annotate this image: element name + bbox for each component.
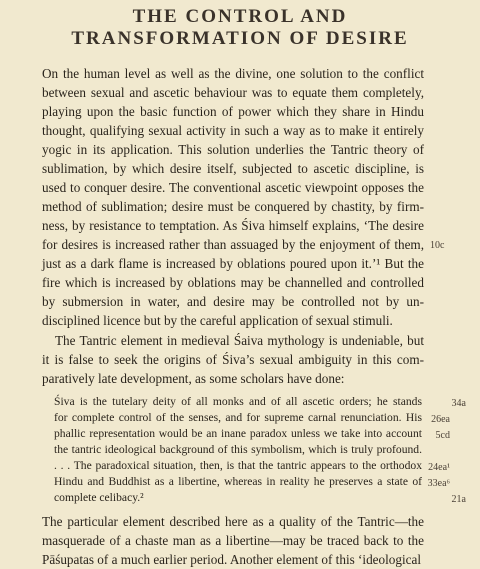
text-line: used to conquer desire. The conventional ascetic viewpoint opposes the <box>42 180 424 195</box>
text-line: thought, qualifying sexual activity in such a way as to make it entirely <box>42 123 424 138</box>
margin-reference: 24ea¹ <box>428 462 450 473</box>
text-line: The particular element described here as a quality of the Tantric—the <box>42 514 424 529</box>
quote-line: phallic representation would be an inane paradox unless we take into account <box>54 427 422 440</box>
text-line: masquerade of a chaste man as a libertine—may be traced back to the <box>42 533 424 548</box>
text-line: On the human level as well as the divine, one solution to the conflict <box>42 66 424 81</box>
margin-reference: 34a <box>451 398 466 409</box>
text-line: The Tantric element in medieval Śaiva mythology is undeniable, but <box>55 333 424 348</box>
text-line: fire which is increased by oblations may be channelled and controlled <box>42 275 424 290</box>
text-line: method of sublimation; desire must be conquered by chastity, by firm- <box>42 199 424 214</box>
margin-reference: 10c <box>430 240 445 251</box>
margin-reference: 21a <box>451 494 466 505</box>
quote-line: . . . The paradoxical situation, then, is that the tantric appears to the orthodox <box>54 459 422 472</box>
margin-reference: 5cd <box>435 430 450 441</box>
chapter-title-line-2: TRANSFORMATION OF DESIRE <box>71 28 409 49</box>
quote-line: complete celibacy.² <box>54 491 144 504</box>
quote-line: Śiva is the tutelary deity of all monks and of all ascetic orders; he stands <box>54 395 422 408</box>
text-line: paratively late development, as some scholars have done: <box>42 371 345 386</box>
text-line: Pāśupatas of a much earlier period. Another element of this ‘ideological <box>42 552 422 567</box>
text-line: it is false to seek the origins of Śiva’s sexual ambiguity in this com- <box>42 352 424 367</box>
chapter-title-line-1: THE CONTROL AND <box>132 6 348 27</box>
text-line: by submersion in water, and desire may be controlled not by un- <box>42 294 424 309</box>
quote-line: Hindu and Buddhist as a libertine, whereas in reality he preserves a state of <box>54 475 422 488</box>
margin-reference: 26ea <box>431 414 450 425</box>
text-line: sublimation, by which desire itself, subjected to ascetic discipline, is <box>42 161 424 176</box>
text-line: just as a dark flame is increased by oblations poured upon it.’¹ But the <box>42 256 424 271</box>
text-line: ness, by resistance to temptation. As Śiva himself explains, ‘The desire <box>42 218 424 233</box>
quote-line: for complete control of the senses, and for supreme carnal renunciation. His <box>54 411 422 424</box>
text-line: for desires is increased rather than assuaged by the enjoyment of them, <box>42 237 424 252</box>
text-line: between sexual and ascetic behaviour was to equate them completely, <box>42 85 424 100</box>
text-line: disciplined licence but by the careful application of sexual stimuli. <box>42 313 393 328</box>
text-line: yogic in its application. This solution underlies the Tantric theory of <box>42 142 424 157</box>
quote-line: the tantric ideological background of this symbolism, which is truly profound. <box>54 443 422 456</box>
margin-reference: 33ea⁶ <box>427 478 450 489</box>
text-line: playing upon the basic function of power which they share in Hindu <box>42 104 424 119</box>
